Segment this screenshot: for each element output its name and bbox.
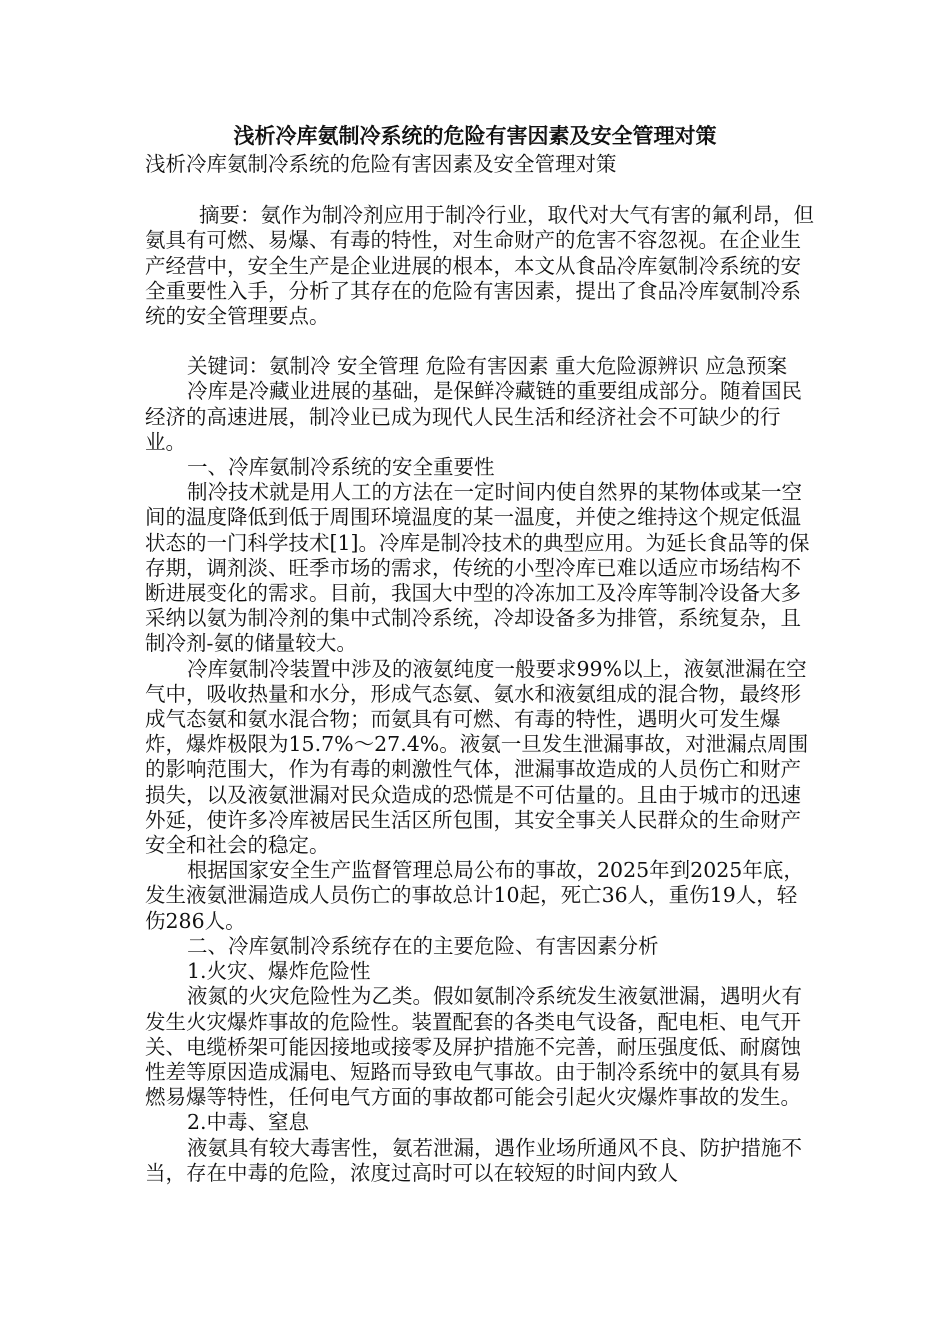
subheading-1: 1.火灾、爆炸危险性: [187, 959, 371, 984]
body-paragraph-3: 根据国家安全生产监督管理总局公布的事故，2025年到2025年底，发生液氨泄漏造成人员伤亡的事故总计10起，死亡36人，重伤19人，轻伤286人。: [145, 858, 804, 933]
section-heading-2: 二、冷库氨制冷系统存在的主要危险、有害因素分析: [187, 933, 659, 958]
spacer: [145, 177, 817, 203]
abstract-paragraph: 摘要：氨作为制冷剂应用于制冷行业，取代对大气有害的氟利昂，但氨具有可燃、易爆、有毒的特性，对生命财产的危害不容忽视。在企业生产经营中，安全生产是企业进展的根本，本文从食品冷库氨制冷系统的安全重要性入手，分析了其存在的危险有害因素，提出了食品冷库氨制冷系统的安全管理要点。: [145, 203, 814, 329]
document-body: [145, 152, 817, 1186]
keywords-paragraph: 关键词：氨制冷 安全管理 危险有害因素 重大危险源辨识 应急预案: [187, 354, 788, 379]
body-paragraph-1: 制冷技术就是用人工的方法在一定时间内使自然界的某物体或某一空间的温度降低到低于周围环境温度的某一温度，并使之维持这个规定低温状态的一门科学技术[1]。冷库是制冷技术的典型应用。为延长食品等的保存期，调剂淡、旺季市场的需求，传统的小型冷库已难以适应市场结构不断进展变化的需求。目前，我国大中型的冷冻加工及冷库等制冷设备大多采纳以氨为制冷剂的集中式制冷系统，冷却设备多为排管，系统复杂，且制冷剂-氨的储量较大。: [145, 480, 810, 656]
document-subtitle: 浅析冷库氨制冷系统的危险有害因素及安全管理对策: [145, 152, 617, 176]
document-title: 浅析冷库氨制冷系统的危险有害因素及安全管理对策: [233, 123, 717, 148]
body-paragraph-5: 液氨具有较大毒害性，氨若泄漏，遇作业场所通风不良、防护措施不当，存在中毒的危险，浓度过高时可以在较短的时间内致人: [145, 1135, 802, 1185]
body-paragraph-4: 液氮的火灾危险性为乙类。假如氨制冷系统发生液氨泄漏，遇明火有发生火灾爆炸事故的危险性。装置配套的各类电气设备，配电柜、电气开关、电缆桥架可能因接地或接零及屏护措施不完善，耐压强度低、耐腐蚀性差等原因造成漏电、短路而导致电气事故。由于制冷系统中的氨具有易燃易爆等特性，任何电气方面的事故都可能会引起火灾爆炸事故的发生。: [145, 984, 802, 1110]
intro-paragraph: 冷库是冷藏业进展的基础，是保鲜冷藏链的重要组成部分。随着国民经济的高速进展，制冷业已成为现代人民生活和经济社会不可缺少的行业。: [145, 379, 802, 454]
subheading-2: 2.中毒、窒息: [187, 1110, 310, 1135]
spacer: [145, 329, 817, 354]
section-heading-1: 一、冷库氨制冷系统的安全重要性: [187, 455, 495, 480]
body-paragraph-2: 冷库氨制冷装置中涉及的液氨纯度一般要求99%以上，液氨泄漏在空气中，吸收热量和水分，形成气态氨、氨水和液氨组成的混合物，最终形成气态氨和氨水混合物；而氨具有可燃、有毒的特性，遇明火可发生爆炸，爆炸极限为15.7%～27.4%。液氨一旦发生泄漏事故，对泄漏点周围的影响范围大，作为有毒的刺激性气体，泄漏事故造成的人员伤亡和财产损失，以及液氨泄漏对民众造成的恐慌是不可估量的。且由于城市的迅速外延，使许多冷库被居民生活区所包围，其安全事关人民群众的生命财产安全和社会的稳定。: [145, 656, 809, 858]
